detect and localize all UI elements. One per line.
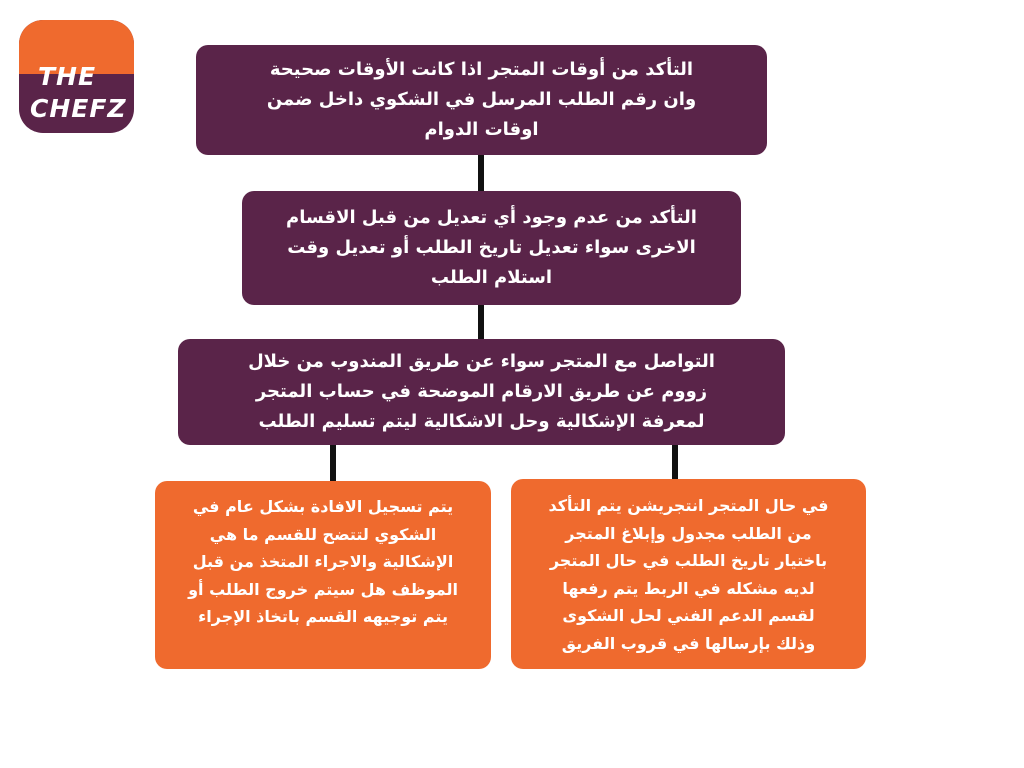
step-2-check-modifications — [242, 191, 741, 305]
connector-step3-left-outcome — [330, 445, 336, 481]
logo-text-chefz: CHEFZ — [30, 94, 127, 123]
step-3-text: التواصل مع المتجر سواء عن طريق المندوب من خلال زووم عن طريق الارقام الموضحة في حساب المتجر لمعرفة الإشكالية وحل الاشكالية ليتم تسليم الطلب — [248, 351, 715, 432]
step-2-text: التأكد من عدم وجود أي تعديل من قبل الاقسام الاخرى سواء تعديل تاريخ الطلب أو تعديل وقت استلام الطلب — [286, 207, 697, 288]
outcome-left-text: يتم تسجيل الافادة بشكل عام في الشكوي لتتضح للقسم ما هي الإشكالية والاجراء المتخذ من قبل الموظف هل سيتم خروج الطلب أو يتم توجيهه القسم باتخاذ الإجراء — [188, 497, 458, 626]
logo-text-the: THE — [38, 62, 97, 91]
step-1-text: التأكد من أوقات المتجر اذا كانت الأوقات صحيحة وان رقم الطلب المرسل في الشكوي داخل ضمن اوقات الدوام — [266, 59, 697, 140]
outcome-left-record-response — [155, 481, 491, 669]
connector-step3-right-outcome — [672, 445, 678, 479]
connector-step1-step2 — [478, 155, 484, 191]
step-3-contact-store — [178, 339, 785, 445]
the-chefz-logo — [19, 20, 134, 133]
outcome-right-integration-store — [511, 479, 866, 669]
step-1-check-store-hours — [196, 45, 767, 155]
connector-step2-step3 — [478, 305, 484, 339]
outcome-right-text: في حال المتجر انتجريشن يتم التأكد من الطلب مجدول وإبلاغ المتجر باختيار تاريخ الطلب في حال المتجر لديه مشكله في الربط يتم رفعها لقسم الدعم الفني لحل الشكوى وذلك بإرسالها في قروب الفريق — [548, 496, 829, 653]
